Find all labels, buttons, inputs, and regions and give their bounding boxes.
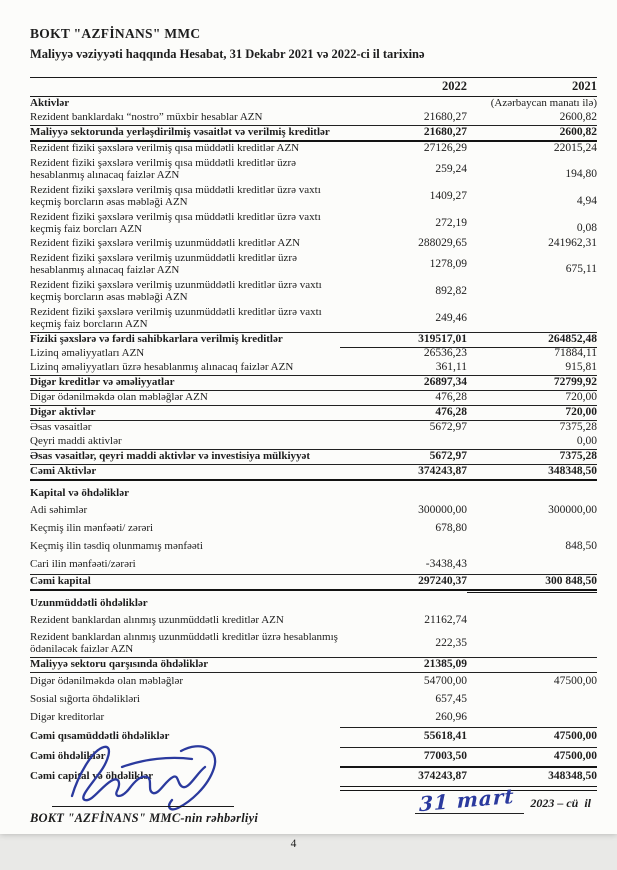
- row-label: Maliyyə sektorunda yerləşdirilmiş vəsaitlət və verilmiş kreditlər: [30, 126, 330, 138]
- value-2021: 2021: [572, 79, 597, 93]
- signature-line: [52, 806, 234, 807]
- value-2022: 55618,41: [423, 730, 467, 742]
- table-row: [30, 333, 597, 347]
- value-2022: 54700,00: [423, 675, 467, 687]
- value-2022: 374243,87: [418, 465, 467, 477]
- table-row: [30, 520, 597, 538]
- value-2022: 26536,23: [423, 347, 467, 359]
- value-2021: 47500,00: [553, 675, 597, 687]
- table-row: [30, 126, 597, 142]
- table-row: [30, 305, 597, 333]
- table-row: [30, 142, 597, 156]
- management-label: BOKT "AZFİNANS" MMC-nin rəhbərliyi: [30, 810, 259, 825]
- handwritten-date: 31 mart: [418, 783, 515, 816]
- table-row: [30, 556, 597, 575]
- total-shortterm-liabilities-row: [30, 727, 597, 747]
- financial-table: [30, 77, 597, 787]
- value-2022: 2022: [442, 79, 467, 93]
- table-row: [30, 709, 597, 727]
- row-label: Maliyyə sektoru qarşısında öhdəliklər: [30, 658, 209, 670]
- value-2021: 675,11: [565, 262, 597, 275]
- row-label: Cari ilin mənfəəti/zərəri: [30, 558, 136, 570]
- row-label: Digər aktivlər: [30, 406, 96, 418]
- row-label: Cəmi öhdəliklər: [30, 750, 106, 762]
- row-label: Kapital və öhdəliklər: [30, 486, 129, 499]
- table-row: [30, 435, 597, 450]
- value-2021: [467, 303, 597, 304]
- value-2022: 260,96: [435, 711, 467, 723]
- table-row: [30, 612, 597, 630]
- row-label: Digər kreditlər və əməliyyatlar: [30, 376, 175, 388]
- table-row: [30, 502, 597, 520]
- value-2022: 361,11: [435, 361, 467, 373]
- table-row: [30, 630, 597, 658]
- table-row: [30, 673, 597, 691]
- table-row: [30, 406, 597, 421]
- value-2022: -3438,43: [425, 558, 467, 570]
- row-label: Digər ödənilməkdə olan məbləğlər AZN: [30, 391, 208, 403]
- report-title: Maliyyə vəziyyəti haqqında Hesabat, 31 Dekabr 2021 və 2022-ci il tarixinə: [30, 47, 425, 61]
- row-label: Lizinq əməliyyatları AZN: [30, 347, 145, 359]
- row-label: Əsas vəsaitlər, qeyri maddi aktivlər və investisiya mülkiyyət: [30, 450, 311, 462]
- row-label: Rezident fiziki şəxslərə verilmiş uzunmüddətli kreditlər üzrə vaxtı keçmiş faiz borcların AZN: [30, 305, 322, 330]
- date-group: [415, 783, 591, 816]
- table-row: [30, 237, 597, 251]
- row-label: Qeyri maddi aktivlər: [30, 435, 122, 447]
- value-2021: 7375,28: [559, 421, 597, 433]
- value-2022: 21680,27: [423, 111, 467, 123]
- row-label: Cəmi Aktivlər: [30, 465, 97, 477]
- row-label: Digər ödənilməkdə olan məbləğlər: [30, 675, 184, 687]
- value-2021: 0,00: [576, 435, 597, 447]
- table-row: [30, 210, 597, 237]
- row-label: Cəmi qısamüddətli öhdəliklər: [30, 730, 170, 742]
- value-2021: 264852,48: [548, 333, 597, 345]
- value-2022: 657,45: [435, 693, 467, 705]
- column-header-row: [30, 78, 597, 97]
- page-number: 4: [290, 837, 297, 850]
- value-2021: 0,08: [576, 221, 597, 234]
- value-2022: 21162,74: [424, 614, 467, 626]
- row-label: Keçmiş ilin mənfəəti/ zərəri: [30, 522, 154, 534]
- section-row-longterm-liabilities: [30, 595, 597, 612]
- value-2022: 21385,09: [423, 658, 467, 670]
- value-2021: 348348,50: [548, 465, 597, 477]
- table-row: [30, 278, 597, 305]
- total-liabilities-row: [30, 747, 597, 767]
- footer: [30, 783, 597, 870]
- row-label: Digər kreditorlar: [30, 711, 105, 723]
- row-label: Fiziki şəxslərə və fərdi sahibkarlara verilmiş kreditlər: [30, 333, 283, 345]
- table-row: [30, 361, 597, 376]
- table-row: [30, 421, 597, 435]
- row-label: Keçmiş ilin təsdiq olunmamış mənfəəti: [30, 540, 203, 552]
- company-title: BOKT "AZFİNANS" MMC: [30, 26, 201, 41]
- value-2021: 4,94: [576, 194, 597, 207]
- value-2022: 249,46: [435, 311, 467, 324]
- row-label: Uzunmüddətli öhdəliklər: [30, 596, 148, 609]
- total-assets-row: [30, 465, 597, 481]
- value-2022: 259,24: [435, 162, 467, 175]
- value-2022: 297240,37: [418, 575, 467, 587]
- table-row: [30, 658, 597, 673]
- table-row: [30, 156, 597, 183]
- row-label: Aktivlər: [30, 97, 70, 109]
- value-2021: 2600,82: [559, 111, 597, 123]
- section-row-equity-liabilities: [30, 485, 597, 502]
- value-2021: 300 848,50: [545, 575, 597, 587]
- table-row: [30, 376, 597, 391]
- value-2022: 476,28: [435, 406, 467, 418]
- row-label: Cəmi kapital: [30, 575, 91, 587]
- value-2022: 77003,50: [423, 750, 467, 762]
- section-row-assets: [30, 97, 597, 111]
- value-2021: 22015,24: [553, 142, 597, 154]
- date-year-label: 2023 – cü il: [530, 795, 591, 810]
- value-2021: 194,80: [565, 167, 597, 180]
- value-2021: 720,00: [565, 391, 597, 403]
- value-2022: 272,19: [435, 216, 467, 229]
- row-label: Rezident fiziki şəxslərə verilmiş uzunmüddətli kreditlər üzrə vaxtı keçmiş borcların əsas məbləği AZN: [30, 278, 322, 303]
- row-label: Adi səhimlər: [30, 504, 88, 516]
- row-label: Rezident fiziki şəxslərə verilmiş qısa müddətli kreditlər AZN: [30, 142, 300, 154]
- row-label: Sosial sığorta öhdəlikləri: [30, 693, 140, 705]
- row-label: Rezident banklardakı “nostro” müxbir hesablar AZN: [30, 111, 263, 123]
- value-2022: 319517,01: [418, 333, 467, 345]
- value-2021: 2600,82: [559, 126, 597, 138]
- value-2022: 27126,29: [423, 142, 467, 154]
- value-2021: 915,81: [565, 361, 597, 373]
- value-2021: [467, 330, 597, 331]
- date-underline: [415, 783, 525, 816]
- value-2021: 720,00: [565, 406, 597, 418]
- value-2022: 678,80: [435, 522, 467, 534]
- row-label: Lizinq əməliyyatları üzrə hesablanmış alınacaq faizlər AZN: [30, 361, 294, 373]
- row-label: Rezident fiziki şəxslərə verilmiş uzunmüddətli kreditlər üzrə hesablanmış alınacaq faizlər AZN: [30, 251, 297, 276]
- value-2022: 26897,34: [423, 376, 467, 388]
- row-label: Rezident fiziki şəxslərə verilmiş qısa müddətli kreditlər üzrə vaxtı keçmiş faiz borcları AZN: [30, 210, 321, 235]
- value-2022: 21680,27: [423, 126, 467, 138]
- value-2022: 1409,27: [429, 189, 467, 202]
- value-2021: 47500,00: [553, 730, 597, 742]
- value-2021: [467, 655, 597, 656]
- value-2021: 72799,92: [553, 376, 597, 388]
- value-2021: 7375,28: [559, 450, 597, 462]
- row-label: Əsas vəsaitlər: [30, 421, 92, 433]
- value-2022: 288029,65: [418, 237, 467, 249]
- value-2022: 892,82: [435, 284, 467, 297]
- value-2021: 848,50: [565, 540, 597, 552]
- value-2021: 47500,00: [553, 750, 597, 762]
- table-row: [30, 347, 597, 361]
- table-row: [30, 691, 597, 709]
- value-2021: (Azərbaycan manatı ilə): [490, 97, 597, 109]
- table-row: [30, 183, 597, 210]
- value-2021: 241962,31: [548, 237, 597, 249]
- row-label: Rezident fiziki şəxslərə verilmiş qısa müddətli kreditlər üzrə vaxtı keçmiş borcların əsas məbləği AZN: [30, 183, 321, 208]
- table-row: [30, 450, 597, 465]
- value-2021: 71884,11: [554, 347, 597, 359]
- value-2022: 300000,00: [418, 504, 467, 516]
- value-2022: 5672,97: [429, 421, 467, 433]
- total-equity-row: [30, 575, 597, 591]
- value-2021: 348348,50: [548, 770, 597, 782]
- row-label: Rezident fiziki şəxslərə verilmiş qısa müddətli kreditlər üzrə hesablanmış alınacaq faizlər AZN: [30, 156, 297, 181]
- value-2022: 222,35: [435, 636, 467, 649]
- table-row: [30, 111, 597, 126]
- value-2022: 5672,97: [429, 450, 467, 462]
- table-row: [30, 251, 597, 278]
- row-label: Rezident banklardan alınmış uzunmüddətli kreditlər üzrə hesablanmış ödəniləcək faizlər AZN: [30, 630, 338, 655]
- row-label: Rezident fiziki şəxslərə verilmiş uzunmüddətli kreditlər AZN: [30, 237, 301, 249]
- row-label: Rezident banklardan alınmış uzunmüddətli kreditlər AZN: [30, 614, 284, 626]
- value-2022: 476,28: [435, 391, 467, 403]
- table-row: [30, 538, 597, 556]
- value-2021: 300000,00: [548, 504, 597, 516]
- value-2022: 1278,09: [429, 257, 467, 270]
- value-2022: 374243,87: [418, 770, 467, 782]
- row-label: Cəmi capital və öhdəliklər: [30, 770, 154, 782]
- table-row: [30, 391, 597, 406]
